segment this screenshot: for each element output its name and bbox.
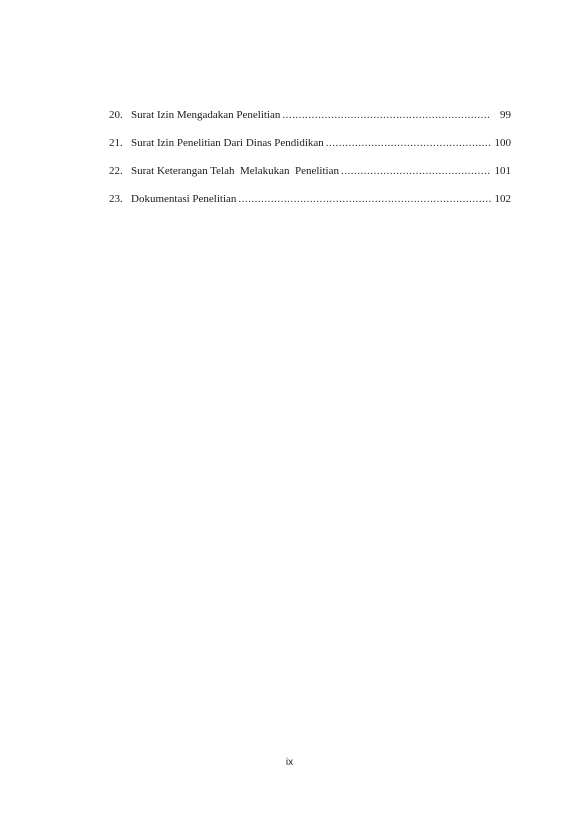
page-number: ix (285, 757, 294, 768)
toc-entry (109, 108, 511, 123)
toc-entry-title: Dokumentasi Penelitian (131, 193, 237, 205)
toc-entry-page: 99 (500, 109, 511, 121)
toc-entry-page: 102 (494, 193, 511, 205)
toc-entry-number: 20. (109, 109, 123, 121)
toc-entry-title: Surat Izin Penelitian Dari Dinas Pendidikan (131, 137, 324, 149)
toc-entry-number: 23. (109, 193, 123, 205)
toc-entry (109, 192, 511, 207)
toc-entry-page: 101 (494, 165, 511, 177)
toc-leader-dots (341, 164, 491, 179)
toc-entry (109, 164, 511, 179)
toc-entry-page: 100 (494, 137, 511, 149)
toc-entry-number: 22. (109, 165, 123, 177)
toc-leader-dots (282, 108, 491, 123)
toc-leader-dots (326, 136, 491, 151)
toc-entry (109, 136, 511, 151)
toc-leader-dots (238, 192, 491, 207)
toc-entry-title: Surat Izin Mengadakan Penelitian (131, 109, 281, 121)
table-of-contents (109, 108, 511, 220)
toc-entry-title: Surat Keterangan Telah Melakukan Penelitian (131, 165, 339, 177)
toc-entry-number: 21. (109, 137, 123, 149)
